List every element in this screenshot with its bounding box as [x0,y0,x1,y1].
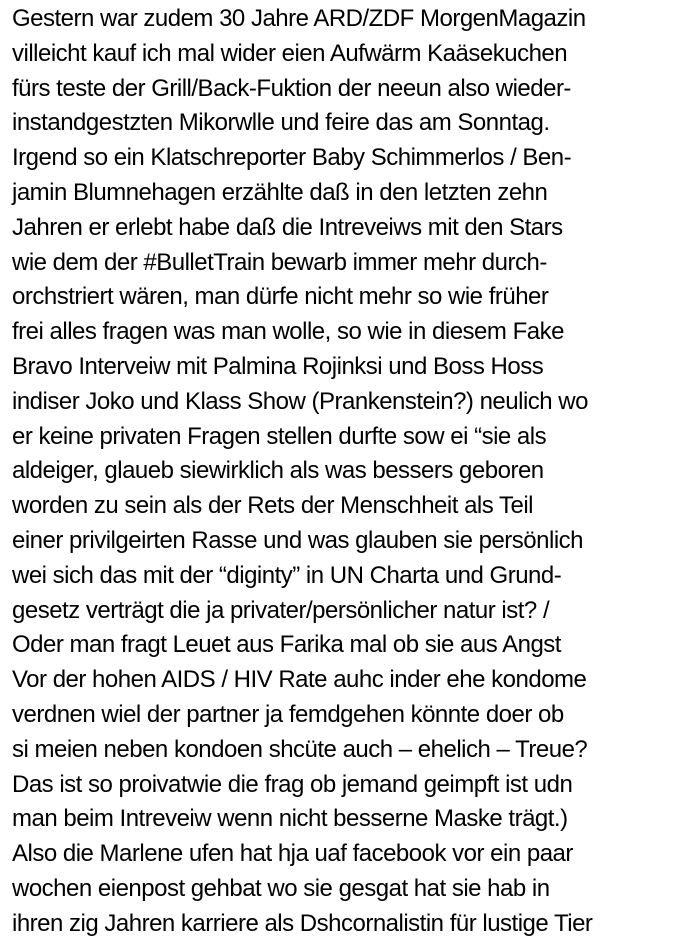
text-line: jamin Blumnehagen erzählte daß in den letzten zehn [12,178,548,206]
text-line: villeicht kauf ich mal wider eien Aufwärm Kaäsekuchen [12,39,568,67]
text-line: si meien neben kondoen shcüte auch – ehelich – Treue? [12,735,588,763]
text-line: verdnen wiel der partner ja femdgehen könnte doer ob [12,700,564,728]
text-line: Vor der hohen AIDS / HIV Rate auhc inder ehe kondome [12,666,587,694]
text-line: aldeiger, glaueb siewirklich als was bessers geboren [12,457,544,485]
text-line: gesetz verträgt die ja privater/persönlicher natur ist? / [12,596,550,624]
text-line: indiser Joko und Klass Show (Prankenstein?) neulich wo [12,387,588,415]
text-line: orchstriert wären, man dürfe nicht mehr so wie früher [12,283,549,311]
text-line: man beim Intreveiw wenn nicht besserne Maske trägt.) [12,805,568,833]
text-line: worden zu sein als der Rets der Menschheit als Teil [12,492,533,520]
text-line: Gestern war zudem 30 Jahre ARD/ZDF MorgenMagazin [12,5,586,32]
text-line: Oder man fragt Leuet aus Farika mal ob sie aus Angst [12,631,561,659]
text-line: instandgestzten Mikorwlle und feire das am Sonntag. [12,109,550,137]
text-line: Irgend so ein Klatschreporter Baby Schimmerlos / Ben- [12,144,572,172]
text-line: frei alles fragen was man wolle, so wie in diesem Fake [12,318,564,346]
text-line: ihren zig Jahren karriere als Dshcornalistin für lustige Tier [12,909,593,937]
text-line: fürs teste der Grill/Back-Fuktion der neeun also wieder- [12,74,571,102]
text-line: Jahren er erlebt habe daß die Intreveiws mit den Stars [12,213,563,241]
text-line: er keine privaten Fragen stellen durfte sow ei “sie als [12,422,547,450]
text-line: wei sich das mit der “diginty” in UN Charta und Grund- [12,561,562,589]
text-line: wochen eienpost gehbat wo sie gesgat hat sie hab in [12,874,550,902]
text-line: einer privilgeirten Rasse und was glauben sie persönlich [12,526,584,554]
text-line: wie dem der #BulletTrain bewarb immer mehr durch- [12,248,547,276]
text-line: Bravo Interveiw mit Palmina Rojinksi und Boss Hoss [12,352,544,380]
body-text [12,2,680,942]
text-line: Also die Marlene ufen hat hja uaf facebook vor ein paar [12,840,573,868]
text-line: Das ist so proivatwie die frag ob jemand geimpft ist udn [12,770,573,798]
